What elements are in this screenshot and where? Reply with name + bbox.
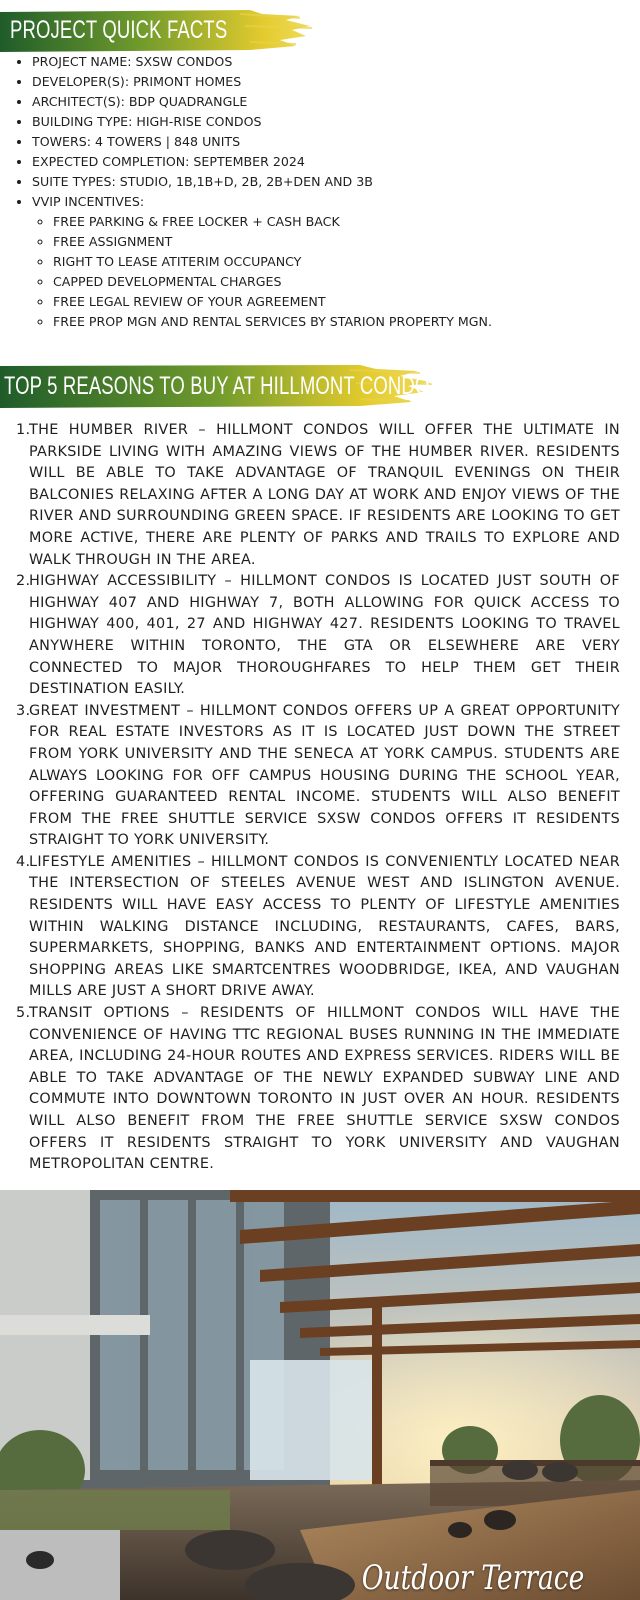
image-caption: Outdoor Terrace <box>361 1558 584 1598</box>
reason-number: 5. <box>16 1005 31 1022</box>
reasons-banner <box>0 362 440 410</box>
reason-number: 4. <box>16 853 31 870</box>
reason-text: GREAT INVESTMENT – HILLMONT CONDOS OFFERS UP A GREAT OPPORTUNITY FOR REAL ESTATE INVESTORS AS IT IS LOCATED JUST DOWN THE STREET FROM YORK UNIVERSITY AND THE SENECA AT YORK CAMPUS. STUDENTS ARE ALWAYS LOOKING FOR OFF CAMPUS HOUSING DURING THE SCHOOL YEAR, OFFERING GUARANTEED RENTAL INCOME. STUDENTS WILL ALSO BENEFIT FROM THE FREE SHUTTLE SERVICE SXSW CONDOS OFFERS IT RESIDENTS STRAIGHT TO YORK UNIVERSITY. <box>29 702 620 849</box>
incentive-item: ◦ FREE LEGAL REVIEW OF YOUR AGREEMENT <box>53 292 640 312</box>
reason-text: LIFESTYLE AMENITIES – HILLMONT CONDOS IS CONVENIENTLY LOCATED NEAR THE INTERSECTION OF STEELES AVENUE WEST AND ISLINGTON AVENUE. RESIDENTS WILL HAVE EASY ACCESS TO PLENTY OF LIFESTYLE AMENITIES WITHIN WALKING DISTANCE INCLUDING, RESTAURANTS, CAFES, BARS, SUPERMARKETS, SHOPPING, BANKS AND ENTERTAINMENT OPTIONS. MAJOR SHOPPING AREAS LIKE SMARTCENTRES WOODBRIDGE, IKEA, AND VAUGHAN MILLS ARE JUST A SHORT DRIVE AWAY. <box>29 853 620 1000</box>
reason-item <box>0 1003 620 1176</box>
reason-item <box>0 701 620 852</box>
reason-number: 3. <box>16 702 31 719</box>
fact-item-incentives <box>32 192 640 332</box>
fact-item: • BUILDING TYPE: HIGH-RISE CONDOS <box>32 112 640 132</box>
reason-text: THE HUMBER RIVER – HILLMONT CONDOS WILL OFFER THE ULTIMATE IN PARKSIDE LIVING WITH AMAZING VIEWS OF THE HUMBER RIVER. RESIDENTS WILL BE ABLE TO TAKE ADVANTAGE OF TRANQUIL EVENINGS ON THEIR BALCONIES RELAXING AFTER A LONG DAY AT WORK AND ENJOY VIEWS OF THE RIVER AND SURROUNDING GREEN SPACE. IF RESIDENTS ARE LOOKING TO GET MORE ACTIVE, THERE ARE PLENTY OF PARKS AND TRAILS TO EXPLORE AND WALK THROUGH IN THE AREA. <box>29 422 620 568</box>
reason-text: HIGHWAY ACCESSIBILITY – HILLMONT CONDOS IS LOCATED JUST SOUTH OF HIGHWAY 407 AND HIGHWAY 7, BOTH ALLOWING FOR QUICK ACCESS TO HIGHWAY 400, 401, 27 AND HIGHWAY 427. RESIDENTS LOOKING TO TRAVEL ANYWHERE WITHIN TORONTO, THE GTA OR ELSEWHERE ARE VERY CONNECTED TO MAJOR THOROUGHFARES TO HELP THEM GET THEIR DESTINATION EASILY. <box>29 573 620 698</box>
incentives-label: VVIP INCENTIVES: <box>32 194 145 209</box>
reason-number: 2. <box>16 573 31 590</box>
quick-facts-list <box>14 52 640 332</box>
reason-item <box>0 852 620 1003</box>
outdoor-terrace-image <box>0 1190 640 1600</box>
reason-number: 1. <box>16 422 31 438</box>
incentive-item: ◦ CAPPED DEVELOPMENTAL CHARGES <box>53 272 640 292</box>
reason-item <box>0 420 620 571</box>
reasons-title: TOP 5 REASONS TO BUY AT HILLMONT CONDOS <box>4 372 442 400</box>
incentive-item: ◦ FREE PARKING & FREE LOCKER + CASH BACK <box>53 212 640 232</box>
fact-item: • ARCHITECT(S): BDP QUADRANGLE <box>32 92 640 112</box>
fact-item: • TOWERS: 4 TOWERS | 848 UNITS <box>32 132 640 152</box>
facts-banner <box>0 6 320 54</box>
facts-title: PROJECT QUICK FACTS <box>10 16 228 44</box>
reason-item <box>0 571 620 701</box>
incentive-item: ◦ FREE PROP MGN AND RENTAL SERVICES BY STARION PROPERTY MGN. <box>53 312 640 332</box>
incentive-item: ◦ RIGHT TO LEASE ATITERIM OCCUPANCY <box>53 252 640 272</box>
reasons-list <box>0 420 620 1176</box>
fact-item: • DEVELOPER(S): PRIMONT HOMES <box>32 72 640 92</box>
incentive-item: ◦ FREE ASSIGNMENT <box>53 232 640 252</box>
reason-text: TRANSIT OPTIONS – RESIDENTS OF HILLMONT CONDOS WILL HAVE THE CONVENIENCE OF HAVING TTC REGIONAL BUSES RUNNING IN THE IMMEDIATE AREA, INCLUDING 24-HOUR ROUTES AND EXPRESS SERVICES. RIDERS WILL BE ABLE TO TAKE ADVANTAGE OF THE NEWLY EXPANDED SUBWAY LINE AND COMMUTE INTO DOWNTOWN TORONTO IN JUST OVER AN HOUR. RESIDENTS WILL ALSO BENEFIT FROM THE FREE SHUTTLE SERVICE SXSW CONDOS OFFERS IT RESIDENTS STRAIGHT TO YORK UNIVERSITY AND VAUGHAN METROPOLITAN CENTRE. <box>29 1005 620 1173</box>
incentives-list <box>32 212 640 332</box>
fact-item: • PROJECT NAME: SXSW CONDOS <box>32 52 640 72</box>
fact-item: • SUITE TYPES: STUDIO, 1B,1B+D, 2B, 2B+DEN AND 3B <box>32 172 640 192</box>
fact-item: • EXPECTED COMPLETION: SEPTEMBER 2024 <box>32 152 640 172</box>
terrace-illustration <box>0 1190 640 1600</box>
